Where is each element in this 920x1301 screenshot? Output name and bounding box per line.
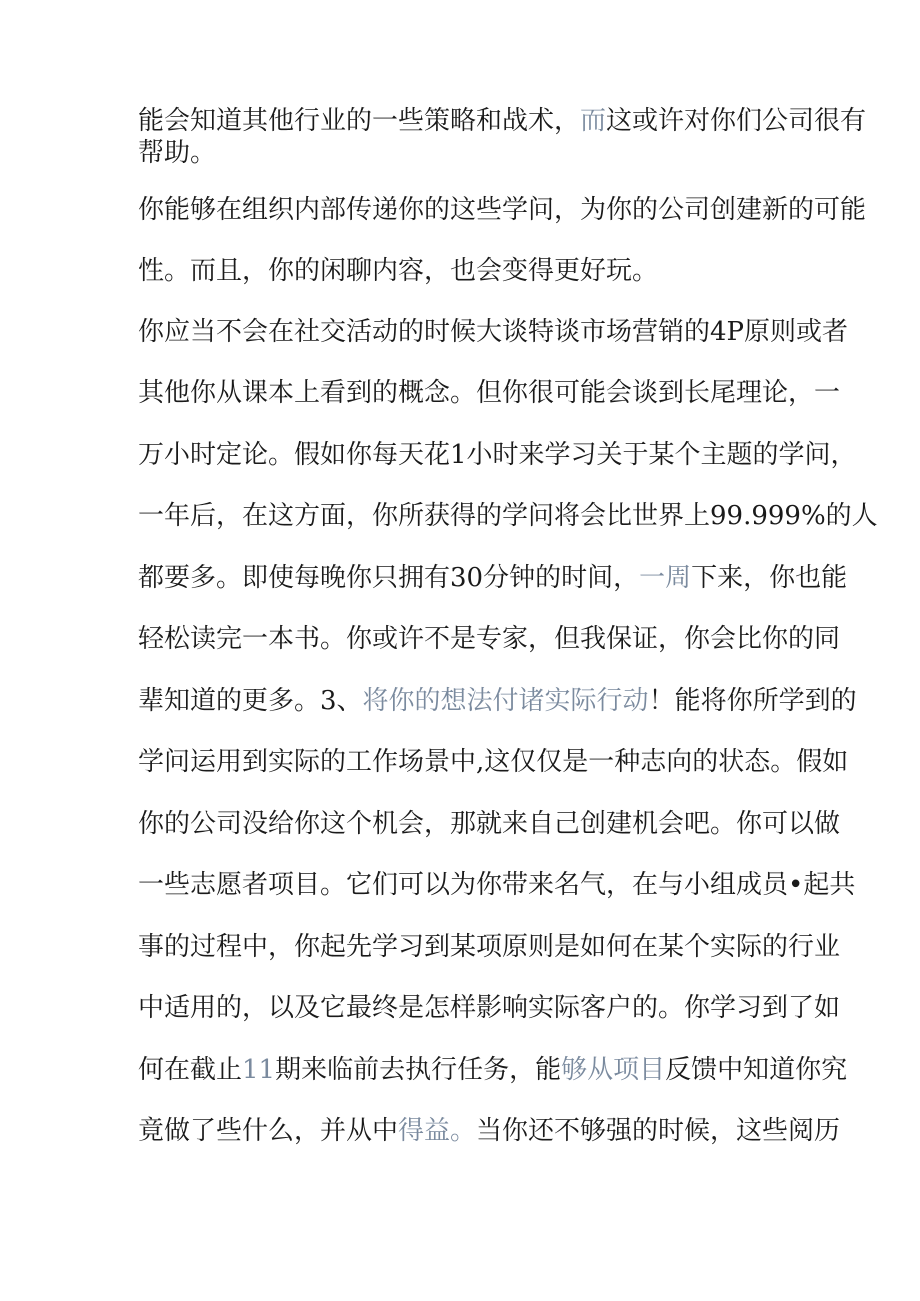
text-span: 辈知道的更多。3、	[138, 686, 363, 716]
text-span: 你的公司没给你这个机会，那就来自己创建机会吧。你可以做	[138, 809, 841, 839]
text-line	[138, 254, 798, 288]
text-line	[138, 315, 849, 349]
text-span: 当你还不够强的时候，这些阅历	[476, 1116, 841, 1146]
text-span: 反馈中知道你究	[665, 1055, 848, 1085]
text-line	[138, 104, 867, 138]
text-span: 中适用的，以及它最终是怎样影响实际客户的。你学习到了如	[138, 993, 841, 1023]
text-span: 帮助。	[138, 138, 217, 168]
highlight-span: 得益。	[398, 1116, 477, 1146]
text-span: 事的过程中，你起先学习到某项原则是如何在某个实际的行业	[138, 932, 841, 962]
text-line	[138, 136, 798, 170]
text-line	[138, 1114, 841, 1148]
text-line	[138, 1053, 848, 1087]
text-span: 其他你从课本上看到的概念。但你很可能会谈到长尾理论，一	[138, 378, 841, 408]
text-line	[138, 193, 867, 227]
text-line	[138, 991, 841, 1025]
text-span: 一年后，在这方面，你所获得的学问将会比世界上99.999%的人	[138, 501, 878, 531]
text-line	[138, 684, 857, 718]
text-span: 一些志愿者项目。它们可以为你带来名气，在与小组成员•起共	[138, 870, 856, 900]
text-line	[138, 930, 841, 964]
text-span: 性。而且，你的闲聊内容，也会变得更好玩。	[138, 256, 659, 286]
text-span: 竟做了些什么，并从中	[138, 1116, 399, 1146]
text-span: 这或许对你们公司很有	[606, 106, 867, 136]
text-line	[138, 561, 848, 595]
text-span: 轻松读完一本书。你或许不是专家，但我保证，你会比你的同	[138, 624, 841, 654]
highlight-span: 将你的想法付诸实际行动	[362, 686, 649, 716]
text-span: 都要多。即使每晚你只拥有30分钟的时间，	[138, 563, 640, 593]
highlight-span: 一周	[639, 563, 692, 593]
text-span: 万小时定论。假如你每天花1小时来学习关于某个主题的学问，	[138, 440, 857, 470]
highlight-span: 而	[580, 106, 607, 136]
text-span: 你能够在组织内部传递你的这些学问，为你的公司创建新的可能	[138, 195, 867, 225]
text-span: ！能将你所学到的	[648, 686, 857, 716]
text-span: 你应当不会在社交活动的时候大谈特谈市场营销的4P原则或者	[138, 317, 849, 347]
highlight-span: 11	[242, 1055, 276, 1085]
text-line	[138, 376, 841, 410]
text-span: 学问运用到实际的工作场景中,这仅仅是一种志向的状态。假如	[138, 747, 849, 777]
text-line	[138, 745, 849, 779]
text-line	[138, 499, 878, 533]
text-span: 下来，你也能	[691, 563, 848, 593]
text-span: 能会知道其他行业的一些策略和战术，	[138, 106, 581, 136]
text-line	[138, 807, 841, 841]
text-span: 期来临前去执行任务，能	[275, 1055, 562, 1085]
text-line	[138, 622, 841, 656]
text-span: 何在截止	[138, 1055, 243, 1085]
text-line	[138, 438, 857, 472]
highlight-span: 够从项目	[561, 1055, 666, 1085]
text-line	[138, 868, 856, 902]
